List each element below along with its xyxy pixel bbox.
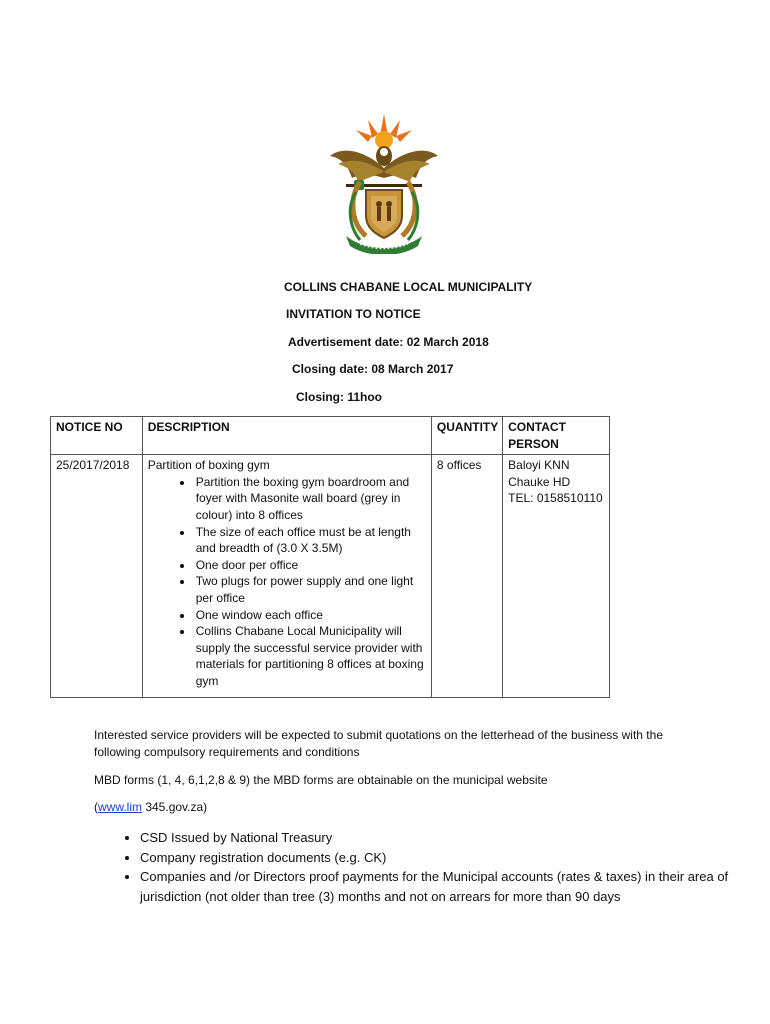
list-item: • One window each office [194, 607, 426, 624]
website-domain: 345.gov.za) [142, 800, 208, 814]
contact-phone: TEL: 0158510110 [508, 491, 603, 506]
notice-table [50, 416, 610, 698]
contact-name: Baloyi KNN [508, 458, 570, 473]
table-header-row [51, 417, 610, 455]
list-item: • Two plugs for power supply and one light per office [194, 573, 426, 606]
list-item: • Companies and /or Directors proof payments for the Municipal accounts (rates & taxes) in their area of jurisdiction (not older than tree (3) months and not on arrears for more than 90 days [140, 867, 730, 906]
column-header: CONTACT PERSON [503, 417, 610, 455]
quantity-cell: 8 offices [431, 455, 502, 698]
intro-paragraph: Interested service providers will be expected to submit quotations on the letterhead of the business with the following compulsory requirements and conditions [94, 728, 663, 759]
column-header: DESCRIPTION [142, 417, 431, 455]
table-row [51, 455, 610, 698]
coat-of-arms-icon [326, 112, 442, 254]
list-item: • Company registration documents (e.g. CK) [140, 848, 730, 868]
requirements-list [94, 828, 730, 906]
column-header: QUANTITY [431, 417, 502, 455]
column-header: NOTICE NO [51, 417, 143, 455]
list-item: • The size of each office must be at length and breadth of (3.0 X 3.5M) [194, 524, 426, 557]
mbd-forms-paragraph: MBD forms (1, 4, 6,1,2,8 & 9) the MBD forms are obtainable on the municipal website [94, 773, 548, 787]
list-item: • Collins Chabane Local Municipality will supply the successful service provider with materials for partitioning 8 offices at boxing gym [194, 623, 426, 689]
list-item: • One door per office [194, 557, 426, 574]
closing-time: Closing: 11hoo [296, 390, 383, 404]
description-cell [142, 455, 431, 698]
description-list [148, 474, 426, 690]
advertisement-date: Advertisement date: 02 March 2018 [288, 335, 489, 349]
closing-date: Closing date: 08 March 2017 [292, 362, 454, 376]
website-open-paren: ( [94, 800, 98, 814]
notice-number-cell: 25/2017/2018 [51, 455, 143, 698]
list-item: • Partition the boxing gym boardroom and foyer with Masonite wall board (grey in colour) into 8 offices [194, 474, 426, 524]
contact-name: Chauke HD [508, 474, 571, 489]
municipality-title: COLLINS CHABANE LOCAL MUNICIPALITY [284, 280, 533, 294]
website-link[interactable]: www.lim [98, 800, 142, 814]
list-item: • CSD Issued by National Treasury [140, 828, 730, 848]
website-paragraph [94, 799, 684, 816]
contact-cell [503, 455, 610, 698]
invitation-title: INVITATION TO NOTICE [286, 307, 421, 321]
description-title: Partition of boxing gym [147, 458, 270, 473]
